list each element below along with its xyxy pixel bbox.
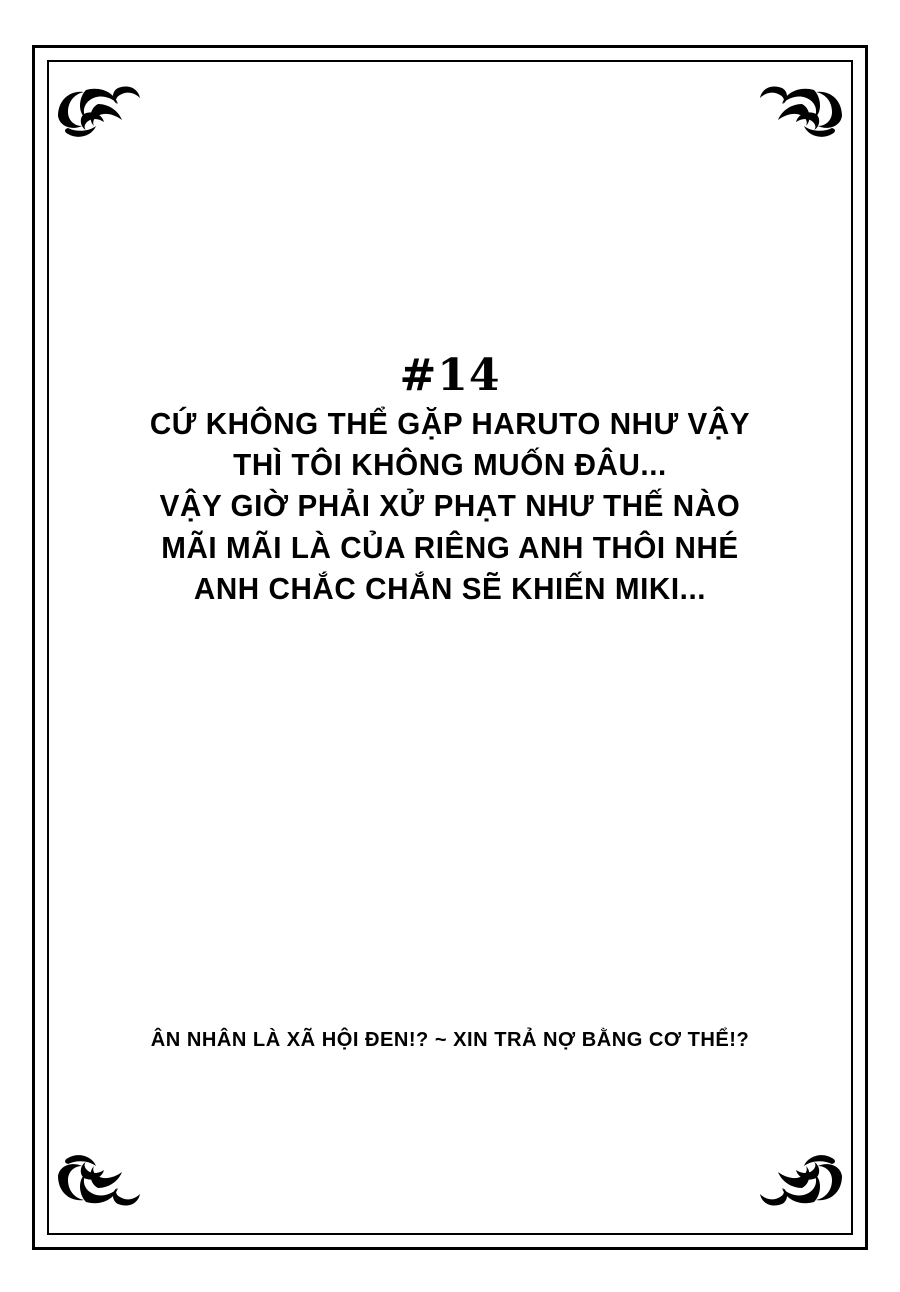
floral-corner-ornament-icon xyxy=(760,1142,856,1222)
inner-border-frame xyxy=(47,60,853,1235)
chapter-title-line: MÃI MÃI LÀ CỦA RIÊNG ANH THÔI NHÉ xyxy=(161,530,739,565)
floral-corner-ornament-icon xyxy=(44,1142,140,1222)
chapter-number: #14 xyxy=(399,350,501,401)
chapter-title-line: ANH CHẮC CHẮN SẼ KHIẾN MIKI... xyxy=(193,572,707,607)
chapter-title-line: CỨ KHÔNG THỂ GẶP HARUTO NHƯ VẬY xyxy=(149,406,751,441)
floral-corner-ornament-icon xyxy=(760,70,856,150)
chapter-title-line: VẬY GIỜ PHẢI XỬ PHẠT NHƯ THẾ NÀO xyxy=(159,489,741,524)
chapter-title-lines xyxy=(81,404,818,611)
chapter-title-line: THÌ TÔI KHÔNG MUỐN ĐÂU... xyxy=(233,447,667,482)
floral-corner-ornament-icon xyxy=(44,70,140,150)
series-subtitle: ÂN NHÂN LÀ XÃ HỘI ĐEN!? ~ XIN TRẢ NỢ BẰNG CƠ THỂ!? xyxy=(150,1028,750,1051)
chapter-title-block xyxy=(70,352,830,611)
